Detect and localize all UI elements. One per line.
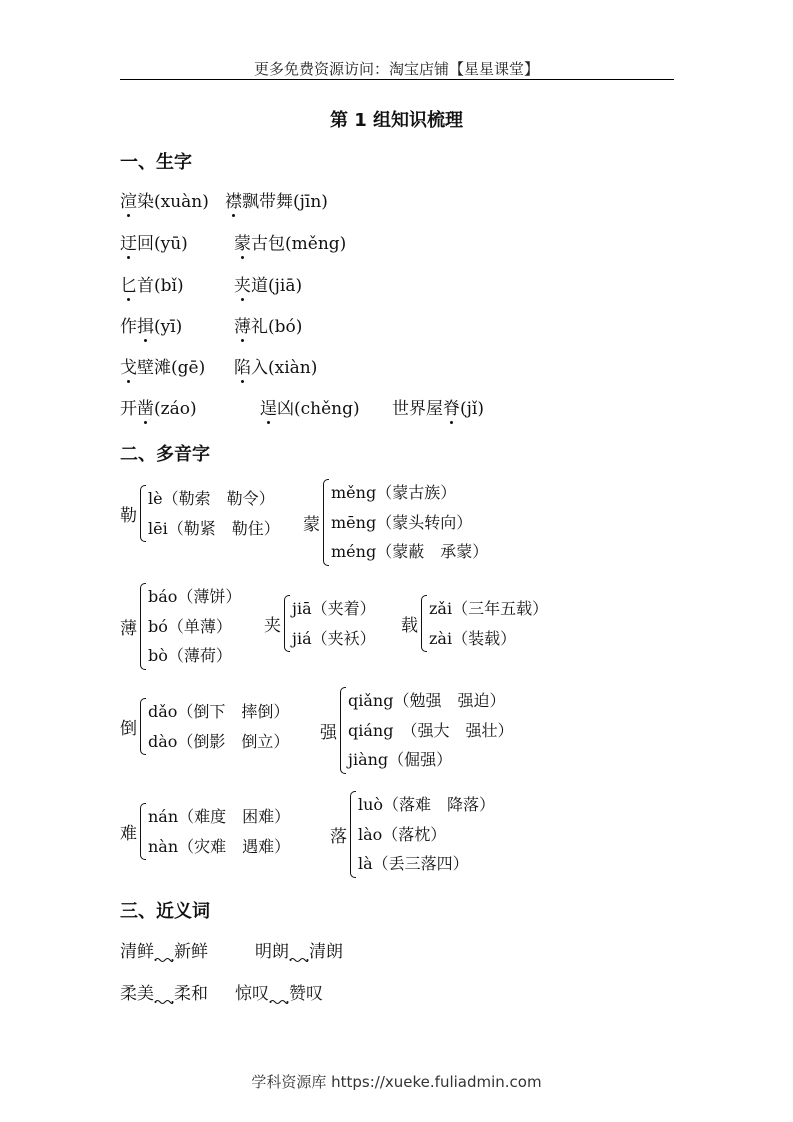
polyphone-char: 薄 xyxy=(120,618,137,639)
page-footer: 学科资源库 https://xueke.fuliadmin.com xyxy=(251,1073,542,1091)
emphasis-dot-char: 薄 xyxy=(234,312,251,337)
brace-mark xyxy=(340,687,346,774)
shengzi-word: 薄礼(bó) xyxy=(234,312,302,337)
synonym-link-icon xyxy=(154,991,174,999)
shengzi-word: 世界屋脊(jǐ) xyxy=(392,394,484,419)
shengzi-word: 逞凶(chěng) xyxy=(260,394,360,419)
shengzi-word: 开凿(záo) xyxy=(120,394,197,419)
polyphone-reading: báo（薄饼） xyxy=(148,587,242,606)
shengzi-word: 夹道(jiā) xyxy=(234,271,302,296)
polyphone-group-bao xyxy=(120,582,241,671)
polyphone-reading: bò（薄荷） xyxy=(148,646,232,665)
synonym-pair: 清鲜 新鲜 xyxy=(120,942,208,962)
shengzi-word: 匕首(bǐ) xyxy=(120,271,184,296)
section-heading-jinyici: 三、近义词 xyxy=(120,901,210,922)
synonym-link-icon xyxy=(289,949,309,957)
polyphone-char: 夹 xyxy=(264,616,281,636)
polyphone-reading: jiá（夹袄） xyxy=(292,628,376,648)
polyphone-group-qiang xyxy=(320,686,513,775)
emphasis-dot-char: 迂 xyxy=(120,229,137,254)
brace-mark xyxy=(140,485,146,542)
brace-mark xyxy=(323,479,329,566)
polyphone-reading: lēi（勒紧 勒住） xyxy=(148,518,280,538)
emphasis-dot-char: 戈 xyxy=(120,353,137,378)
emphasis-dot-char: 凿 xyxy=(137,394,154,419)
page-header: 更多免费资源访问：淘宝店铺【星星课堂】 xyxy=(253,60,539,78)
polyphone-char: 难 xyxy=(120,824,137,844)
emphasis-dot-char: 匕 xyxy=(120,271,137,296)
emphasis-dot-char: 襟 xyxy=(225,187,242,212)
polyphone-group-le xyxy=(120,484,280,543)
emphasis-dot-char: 蒙 xyxy=(234,229,251,254)
polyphone-group-dao xyxy=(120,697,289,756)
polyphone-reading: zài（装载） xyxy=(429,628,517,648)
brace-mark xyxy=(350,791,356,878)
polyphone-reading: lè（勒索 勒令） xyxy=(148,489,275,508)
polyphone-reading: bó（单薄） xyxy=(148,616,232,636)
polyphone-char: 勒 xyxy=(120,506,137,526)
polyphone-char: 载 xyxy=(401,616,418,636)
polyphone-reading: là（丢三落四） xyxy=(358,854,469,873)
polyphone-reading: nàn（灾难 遇难） xyxy=(148,836,291,856)
synonym-pair: 柔美 柔和 xyxy=(120,984,208,1004)
emphasis-dot-char: 陷 xyxy=(234,353,251,378)
polyphone-group-jia xyxy=(264,594,376,653)
brace-mark xyxy=(140,698,146,755)
emphasis-dot-char: 逞 xyxy=(260,394,277,419)
section-heading-duoyinzi: 二、多音字 xyxy=(120,444,210,465)
emphasis-dot-char: 脊 xyxy=(443,394,460,419)
polyphone-reading: jiā（夹着） xyxy=(292,599,376,618)
header-divider xyxy=(120,79,674,80)
shengzi-word: 戈壁滩(gē) xyxy=(120,353,205,378)
polyphone-reading: dào（倒影 倒立） xyxy=(148,731,290,751)
polyphone-reading: nán（难度 困难） xyxy=(148,807,291,826)
polyphone-char: 倒 xyxy=(120,719,137,739)
polyphone-char: 落 xyxy=(330,826,347,847)
page-title: 第 1 组知识梳理 xyxy=(329,110,464,131)
synonym-pair: 惊叹 赞叹 xyxy=(235,984,323,1004)
polyphone-reading: qiǎng（勉强 强迫） xyxy=(348,691,506,710)
synonym-link-icon xyxy=(154,949,174,957)
polyphone-reading: jiàng（倔强） xyxy=(348,750,453,769)
shengzi-word: 作揖(yī) xyxy=(120,312,182,337)
polyphone-reading: méng（蒙蔽 承蒙） xyxy=(331,542,489,561)
polyphone-reading: zǎi（三年五载） xyxy=(429,599,549,618)
polyphone-reading: lào（落枕） xyxy=(358,824,447,844)
emphasis-dot-char: 渲 xyxy=(120,187,137,212)
polyphone-char: 强 xyxy=(320,722,337,743)
brace-mark xyxy=(284,595,290,652)
polyphone-char: 蒙 xyxy=(303,514,320,535)
brace-mark xyxy=(140,803,146,860)
polyphone-group-luo xyxy=(330,790,495,879)
polyphone-group-meng xyxy=(303,478,488,567)
polyphone-group-zai xyxy=(401,594,548,653)
synonym-pair: 明朗 清朗 xyxy=(255,942,343,962)
polyphone-reading: qiáng （强大 强壮） xyxy=(348,720,514,740)
brace-mark xyxy=(421,595,427,652)
shengzi-word: 迂回(yū) xyxy=(120,229,188,254)
polyphone-group-nan xyxy=(120,802,290,861)
shengzi-word: 蒙古包(měng) xyxy=(234,229,346,254)
polyphone-reading: měng（蒙古族） xyxy=(331,483,457,502)
shengzi-word: 渲染(xuàn) xyxy=(120,187,209,212)
emphasis-dot-char: 揖 xyxy=(137,312,154,337)
polyphone-reading: mēng（蒙头转向） xyxy=(331,512,473,532)
section-heading-shengzi: 一、生字 xyxy=(120,152,192,173)
polyphone-reading: luò（落难 降落） xyxy=(358,795,496,814)
brace-mark xyxy=(140,583,146,670)
synonym-link-icon xyxy=(269,991,289,999)
shengzi-word: 陷入(xiàn) xyxy=(234,353,317,378)
shengzi-word: 襟飘带舞(jīn) xyxy=(225,187,328,212)
polyphone-reading: dǎo（倒下 摔倒） xyxy=(148,702,290,721)
emphasis-dot-char: 夹 xyxy=(234,271,251,296)
